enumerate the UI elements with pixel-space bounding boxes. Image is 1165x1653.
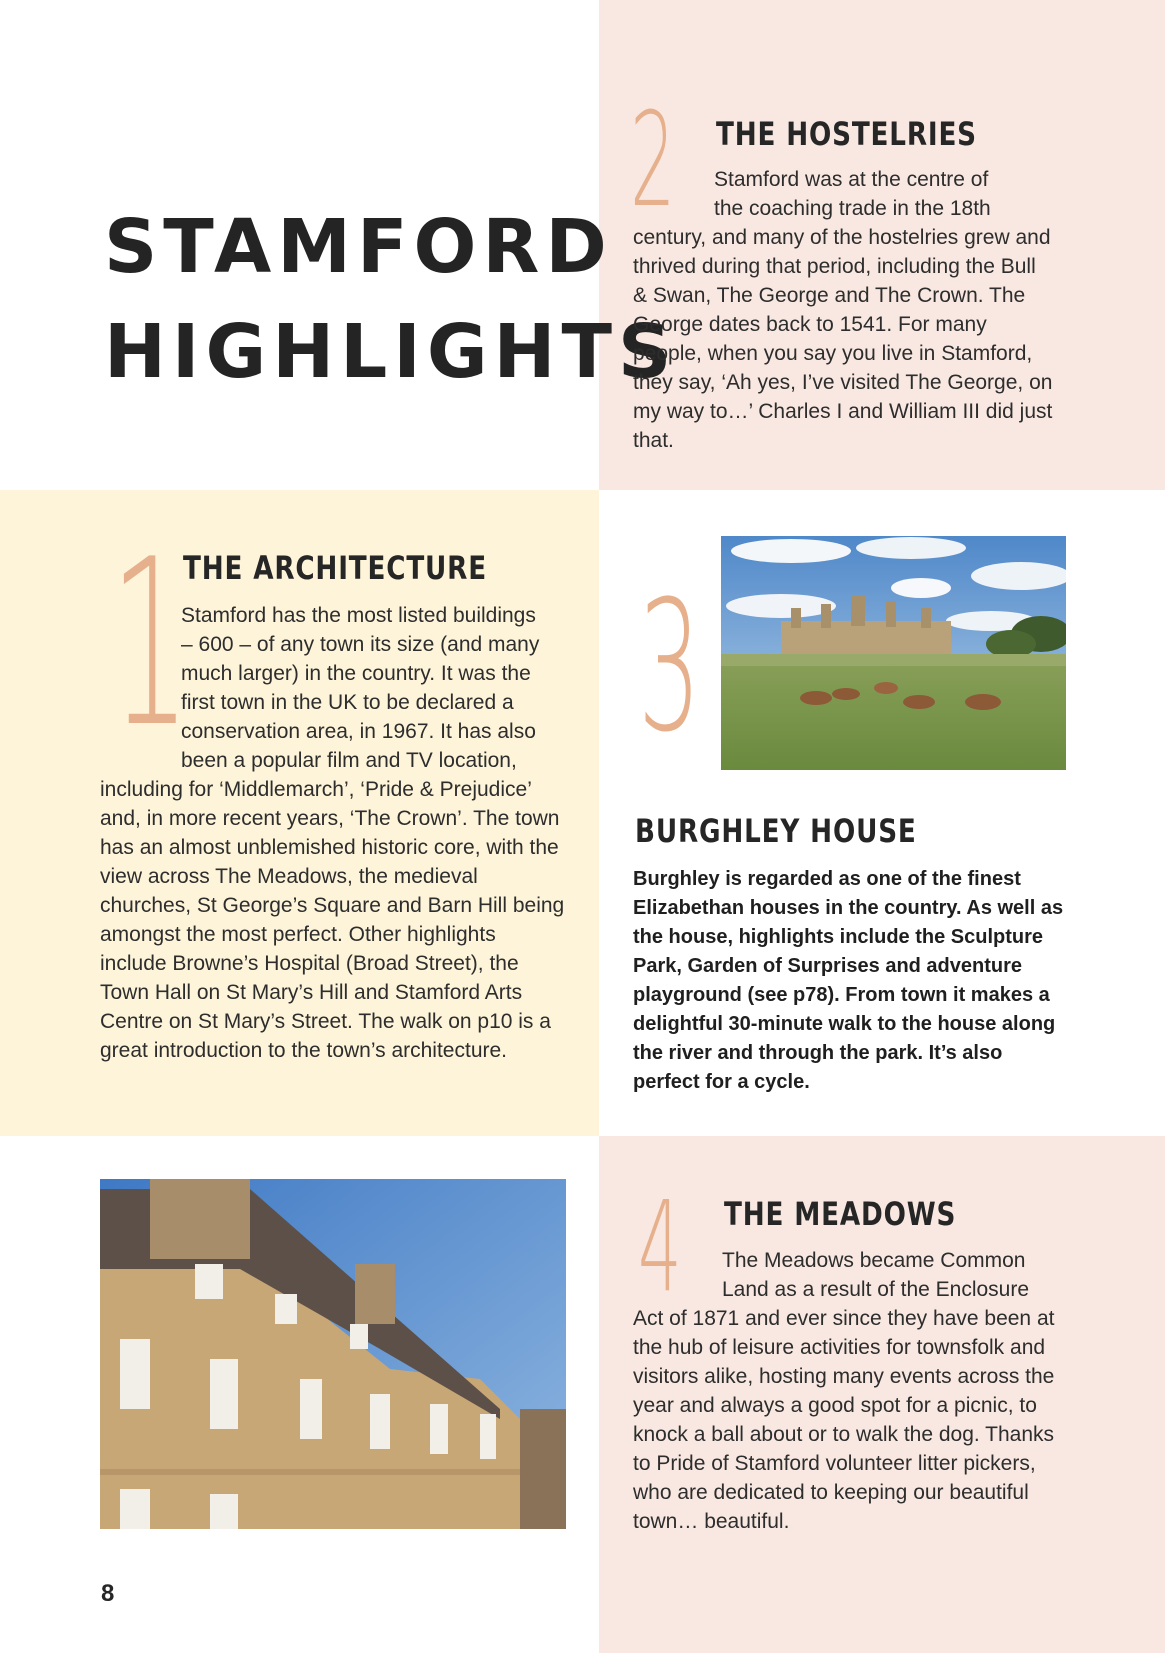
- architecture-indent-line-6: been a popular film and TV location,: [181, 749, 517, 772]
- architecture-indent-line-1: Stamford has the most listed buildings: [181, 604, 536, 627]
- architecture-indent-line-4: first town in the UK to be declared a: [181, 691, 514, 714]
- architecture-indent-line-2: – 600 – of any town its size (and many: [181, 633, 540, 656]
- architecture-indent-line-5: conservation area, in 1967. It has also: [181, 720, 536, 743]
- section-number-4: 4: [638, 1175, 682, 1320]
- architecture-title: THE ARCHITECTURE: [183, 549, 487, 587]
- burghley-body: Burghley is regarded as one of the finest Elizabethan houses in the country. As well as the house, highlights include the Sculpture Park, Garden of Surprises and adventure playground (see p78). From town it makes a delightful 30-minute walk to the house along the river and through the park. It’s also perfect for a cycle.: [633, 868, 1064, 1093]
- section-number-1: 1: [110, 511, 191, 778]
- section-number-2: 2: [630, 84, 676, 236]
- meadows-indent-line-1: The Meadows became Common: [722, 1249, 1026, 1272]
- hostelries-indent-line-2: the coaching trade in the 18th: [714, 197, 991, 220]
- meadows-title: THE MEADOWS: [724, 1195, 957, 1233]
- hostelries-indent-line-1: Stamford was at the centre of: [714, 168, 989, 191]
- architecture-body: including for ‘Middlemarch’, ‘Pride & Prejudice’ and, in more recent years, ‘The Crown’. The town has an almost unblemished historic core, with the view across The Meadows, the medieval churches, St George’s Square and Barn Hill being amongst the most perfect. Other highlights include Browne’s Hospital (Broad Street), the Town Hall on St Mary’s Hill and Stamford Arts Centre on St Mary’s Street. The walk on p10 is a great introduction to the town’s architecture.: [100, 778, 565, 1062]
- page-number: 8: [101, 1580, 115, 1607]
- page-title-line1: STAMFORD: [104, 204, 613, 290]
- burghley-house-photo: [721, 536, 1066, 770]
- hostelries-title: THE HOSTELRIES: [716, 115, 977, 153]
- burghley-title: BURGHLEY HOUSE: [635, 812, 917, 850]
- stone-building-photo: [100, 1179, 566, 1529]
- meadows-body: Act of 1871 and ever since they have been at the hub of leisure activities for townsfolk and visitors alike, hosting many events across the year and always a good spot for a picnic, to knock a ball about or to walk the dog. Thanks to Pride of Stamford volunteer litter pickers, who are dedicated to keeping our beautiful town… beautiful.: [633, 1307, 1055, 1533]
- page-title-line2: HIGHLIGHTS: [104, 309, 678, 395]
- hostelries-body: century, and many of the hostelries grew and thrived during that period, including the Bull & Swan, The George and The Crown. The George dates back to 1541. For many people, when you say you live in Stamford, they say, ‘Ah yes, I’ve visited The George, on my way to…’ Charles I and William III did just that.: [633, 226, 1053, 452]
- section-number-3: 3: [638, 563, 701, 772]
- meadows-indent-line-2: Land as a result of the Enclosure: [722, 1278, 1030, 1301]
- architecture-indent-line-3: much larger) in the country. It was the: [181, 662, 531, 685]
